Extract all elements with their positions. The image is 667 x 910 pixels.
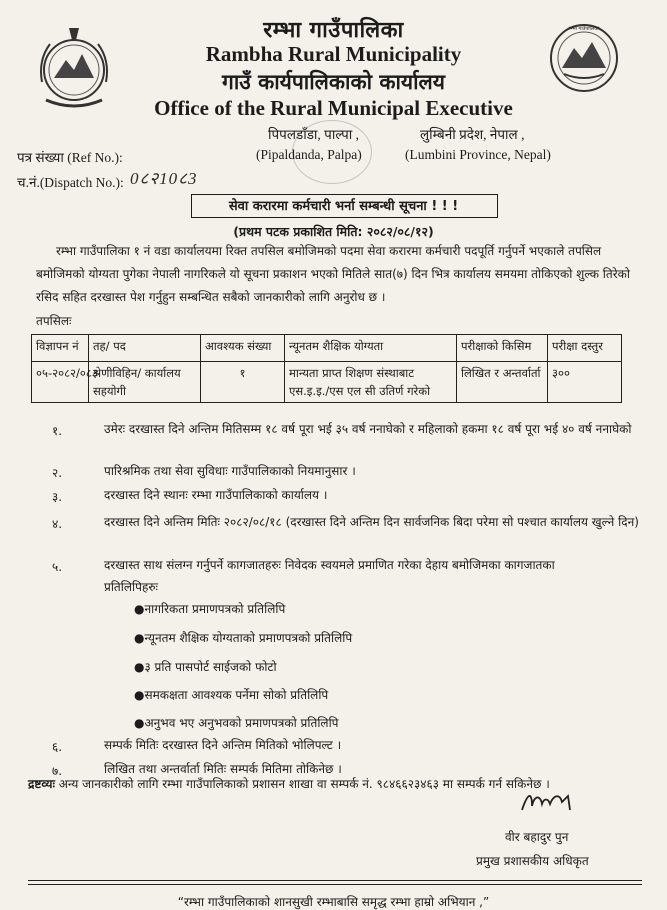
dispatch-number-label: च.नं.(Dispatch No.):	[17, 175, 124, 190]
list-item-contact-date: सम्पर्क मितिः दरखास्त दिने अन्तिम मितिको भोलिपल्ट ।	[104, 738, 342, 752]
item-number: ४.	[52, 517, 63, 531]
municipality-name-en: Rambha Rural Municipality	[205, 42, 462, 66]
address-np-2: लुम्बिनी प्रदेश, नेपाल ,	[420, 127, 525, 142]
table-header-cell: तह/ पद	[89, 335, 201, 362]
list-item: ●न्यूनतम शैक्षिक योग्यताको प्रमाणपत्रको प्रतिलिपि	[134, 631, 353, 645]
footer-rule	[28, 884, 642, 885]
note-label: द्रष्टव्यः	[28, 777, 55, 791]
dispatch-number-value: 0८२10८3	[130, 169, 198, 188]
footer-slogan: “रम्भा गाउँपालिकाको शानसुखी रम्भाबासि समृद्ध रम्भा हाम्रो अभियान ,”	[177, 895, 490, 909]
logo-arc-text: रम्भा गाउँपालिका	[568, 26, 600, 32]
tapasil-label: तपसिलः	[36, 314, 72, 328]
item-number: ७.	[52, 764, 63, 778]
table-header-cell: न्यूनतम शैक्षिक योग्यता	[285, 335, 457, 362]
address-np-1: पिपलडाँडा, पाल्पा ,	[268, 127, 360, 142]
table-row	[32, 362, 622, 403]
table-header-cell: विज्ञापन नं	[32, 335, 89, 362]
notice-paragraph: रम्भा गाउँपालिका १ नं वडा कार्यालयमा रिक्त तपसिल बमोजिमको पदमा सेवा करारमा कर्मचारी पदपूर्ति गर्नुपर्ने भएकाले तपसिल बमोजिमको योग्यता पुगेका नेपाली नागरिकले यो सूचना प्रकाशन भएको मितिले सात(७) दिन भित्र कार्यालय समयमा तोकिएको शुल्क तिरेको रसिद सहित दरखास्त पेश गर्नुहुन सम्बन्धित सबैको जानकारीको लागि अनुरोध छ ।	[36, 244, 630, 304]
address-en-1: (Pipaldanda, Palpa)	[256, 147, 362, 162]
office-name-np: गाउँ कार्यपालिकाको कार्यालय	[222, 70, 445, 94]
signature-icon	[518, 788, 574, 818]
ref-number-label: पत्र संख्या (Ref No.):	[17, 150, 123, 165]
list-item: ●३ प्रति पासपोर्ट साईजको फोटो	[134, 660, 277, 674]
list-item-documents: दरखास्त साथ संलग्न गर्नुपर्ने कागजातहरुः निवेदक स्वयमले प्रमाणित गरेका देहाय बमोजिमका कागजातका प्रतिलिपिहरुः	[104, 558, 555, 594]
signatory-title: प्रमुख प्रशासकीय अधिकृत	[476, 854, 589, 868]
signatory-name: वीर बहादुर पुन	[505, 830, 569, 844]
address-en-2: (Lumbini Province, Nepal)	[405, 147, 551, 162]
list-item: ●समकक्षता आवश्यक पर्नेमा सोको प्रतिलिपि	[134, 688, 329, 702]
table-cell: श्रेणीविहिन/ कार्यालय सहयोगी	[89, 362, 201, 403]
item-number: ५.	[52, 560, 63, 574]
item-number: ३.	[52, 490, 63, 504]
office-name-en: Office of the Rural Municipal Executive	[154, 96, 513, 120]
table-cell: ०५-२०८२/०८३	[32, 362, 89, 403]
list-item-exam-date: लिखित तथा अन्तर्वार्ता मितिः सम्पर्क मितिमा तोकिनेछ ।	[104, 762, 342, 776]
item-number: ६.	[52, 740, 63, 754]
item-number: १.	[52, 424, 63, 438]
table-header-row	[32, 335, 622, 362]
list-item: ●नागरिकता प्रमाणपत्रको प्रतिलिपि	[134, 602, 286, 616]
note-text: अन्य जानकारीको लागि रम्भा गाउँपालिकाको प्रशासन शाखा वा सम्पर्क नं. ९८४६६२३४६३ मा सम्पर्क गर्न सकिनेछ ।	[58, 777, 550, 791]
list-item-location: दरखास्त दिने स्थानः रम्भा गाउँपालिकाको कार्यालय ।	[104, 488, 328, 502]
table-header-cell: परीक्षाको किसिम	[457, 335, 548, 362]
municipality-name-np: रम्भा गाउँपालिका	[263, 18, 404, 43]
vacancy-table	[31, 334, 622, 403]
notice-title: सेवा करारमा कर्मचारी भर्ना सम्बन्धी सूचना ! ! !	[228, 199, 459, 214]
item-number: २.	[52, 466, 63, 480]
list-item-age: उमेरः दरखास्त दिने अन्तिम मितिसम्म १८ वर्ष पूरा भई ३५ वर्ष ननाघेको र महिलाको हकमा १८ वर्ष पूरा भई ४० वर्ष ननाघेको	[104, 422, 632, 436]
table-cell: १	[201, 362, 285, 403]
table-header-cell: आवश्यक संख्या	[201, 335, 285, 362]
list-item: ●अनुभव भए अनुभवको प्रमाणपत्रको प्रतिलिपि	[134, 716, 339, 730]
notice-subtitle: (प्रथम पटक प्रकाशित मिति: २०८२/०८/१२)	[233, 224, 434, 239]
list-item-salary: पारिश्रमिक तथा सेवा सुविधाः गाउँपालिकाको नियमानुसार ।	[104, 464, 356, 478]
table-cell: लिखित र अन्तर्वार्ता	[457, 362, 548, 403]
table-header-cell: परीक्षा दस्तुर	[548, 335, 622, 362]
list-item-deadline: दरखास्त दिने अन्तिम मितिः २०८२/०८/१८ (दरखास्त दिने अन्तिम दिन सार्वजनिक बिदा परेमा सो पश्चात कार्यालय खुल्ने दिन)	[104, 515, 639, 529]
table-cell: ३००	[548, 362, 622, 403]
footer-rule	[28, 880, 642, 881]
table-cell: मान्यता प्राप्त शिक्षण संस्थाबाट एस.इ.इ./एस एल सी उतिर्ण गरेको	[285, 362, 457, 403]
